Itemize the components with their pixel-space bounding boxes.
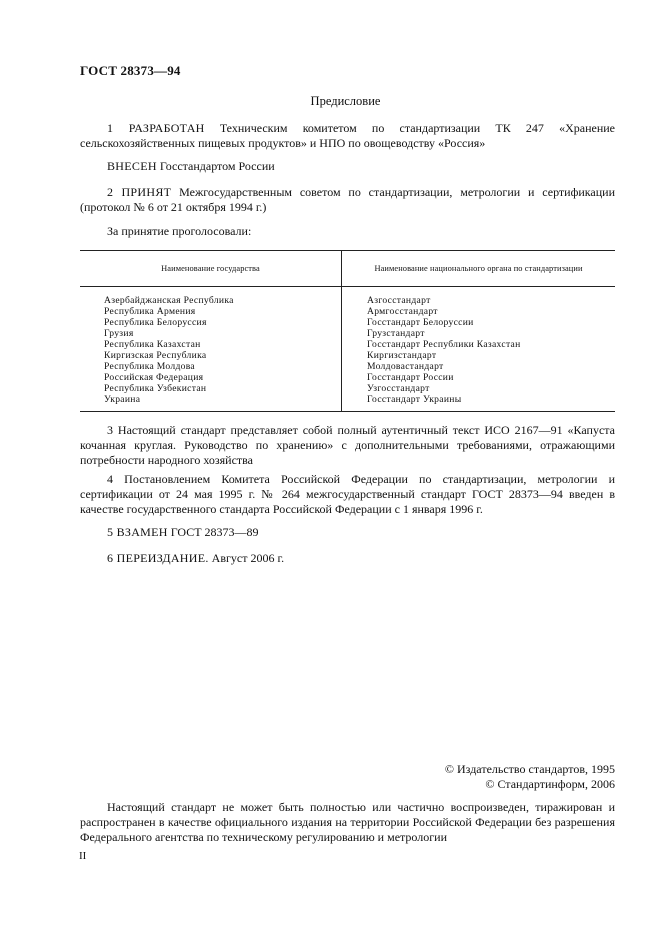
state-name: Киргизская Республика: [104, 350, 207, 361]
paragraph-1-lead: 1 РАЗРАБОТАН: [107, 121, 205, 135]
paragraph-1b: [80, 159, 615, 174]
paragraph-2-text: Межгосударственным советом по стандартизации, метрологии и сертификации (протокол № 6 от 21 октября 1994 г.): [80, 185, 616, 214]
bodies-column: [342, 287, 616, 412]
paragraph-1b-lead: ВНЕСЕН: [107, 159, 157, 173]
body-name: Грузстандарт: [367, 328, 425, 339]
body-name: Госстандарт Республики Казахстан: [367, 339, 521, 350]
paragraph-6: [80, 551, 615, 566]
voting-table: [80, 250, 615, 412]
paragraph-3: [80, 423, 615, 468]
paragraph-1-text: Техническим комитетом по стандартизации ТК 247 «Хранение сельскохозяйственных пищевых продуктов» и НПО по овощеводству «Россия»: [80, 121, 615, 150]
table-header-states: Наименование государства: [80, 251, 342, 287]
paragraph-3-text: 3 Настоящий стандарт представляет собой полный аутентичный текст ИСО 2167—91 «Капуста кочанная круглая. Руководство по хранению» с дополнительными требованиями, отражающими потребности народного хозяйства: [80, 423, 615, 467]
table-header-bodies: Наименование национального органа по стандартизации: [342, 251, 616, 287]
paragraph-4-text: 4 Постановлением Комитета Российской Федерации по стандартизации, метрологии и сертификации от 24 мая 1995 г. № 264 межгосударственный стандарт ГОСТ 28373—94 введен в качестве государственного стандарта Российской Федерации с 1 января 1996 г.: [80, 472, 615, 516]
copyright-line-2: © Стандартинформ, 2006: [485, 777, 615, 791]
body-name: Армгосстандарт: [367, 306, 438, 317]
state-name: Российская Федерация: [104, 372, 204, 383]
state-name: Украина: [104, 394, 141, 405]
body-name: Азгосстандарт: [367, 295, 431, 306]
section-title: Предисловие: [310, 94, 381, 108]
table-header-row: [80, 251, 615, 287]
state-name: Республика Армения: [104, 306, 196, 317]
paragraph-1: [80, 121, 615, 151]
paragraph-4: [80, 472, 615, 517]
voted-intro-text: За принятие проголосовали:: [107, 224, 252, 238]
paragraph-2: [80, 185, 615, 215]
state-name: Грузия: [104, 328, 134, 339]
body-name: Узгосстандарт: [367, 383, 430, 394]
paragraph-6-text: Август 2006 г.: [211, 551, 285, 565]
states-column: [80, 287, 342, 412]
body-name: Госстандарт Украины: [367, 394, 462, 405]
body-name: Киргизстандарт: [367, 350, 437, 361]
body-name: Госстандарт Белоруссии: [367, 317, 474, 328]
paragraph-1b-text: Госстандартом России: [159, 159, 275, 173]
reproduction-notice: [80, 800, 615, 845]
paragraph-5-text: ГОСТ 28373—89: [170, 525, 259, 539]
page-number: II: [79, 850, 87, 862]
paragraph-5: [80, 525, 615, 540]
copyright-line-1: © Издательство стандартов, 1995: [444, 762, 615, 776]
document-code: ГОСТ 28373—94: [80, 63, 181, 78]
state-name: Азербайджанская Республика: [104, 295, 234, 306]
paragraph-5-lead: 5 ВЗАМЕН: [107, 525, 168, 539]
voted-intro: [80, 224, 615, 239]
paragraph-2-lead: 2 ПРИНЯТ: [107, 185, 172, 199]
body-name: Госстандарт России: [367, 372, 454, 383]
paragraph-6-lead: 6 ПЕРЕИЗДАНИЕ.: [107, 551, 209, 565]
table-row: [80, 287, 615, 412]
state-name: Республика Белоруссия: [104, 317, 207, 328]
body-name: Молдовастандарт: [367, 361, 444, 372]
reproduction-notice-text: Настоящий стандарт не может быть полностью или частично воспроизведен, тиражирован и распространен в качестве официального издания на территории Российской Федерации без разрешения Федерального агентства по техническому регулированию и метрологии: [80, 800, 615, 844]
state-name: Республика Узбекистан: [104, 383, 207, 394]
state-name: Республика Казахстан: [104, 339, 201, 350]
state-name: Республика Молдова: [104, 361, 195, 372]
